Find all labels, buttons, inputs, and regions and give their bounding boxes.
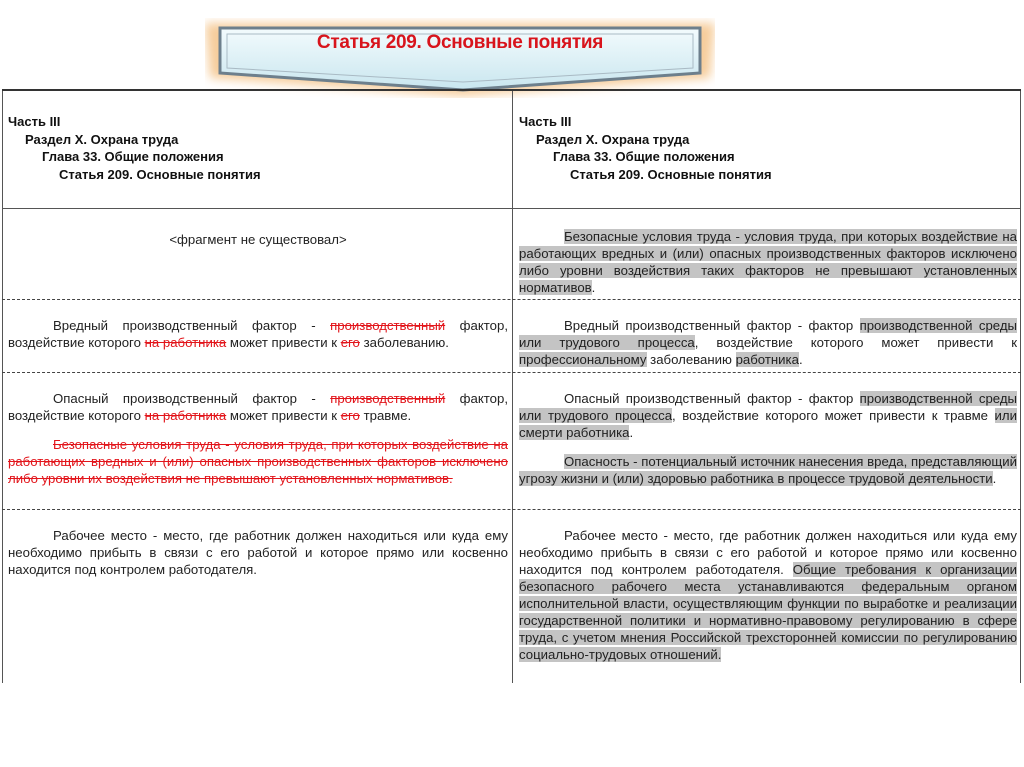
text: фактор, воздействие которого [8, 391, 508, 423]
deleted-text: на работника [144, 335, 227, 350]
text: травме. [359, 408, 412, 423]
text: Опасный производственный фактор - фактор [564, 391, 860, 406]
text: Вредный производственный фактор - фактор [564, 318, 860, 333]
banner-title: Статья 209. Основные понятия [316, 32, 604, 53]
article-label: Статья 209. Основные понятия [59, 166, 261, 182]
text: . [591, 280, 596, 295]
added-text: производственной среды или трудового процесса [519, 391, 1017, 423]
article-label: Статья 209. Основные понятия [570, 166, 772, 182]
paragraph [519, 317, 1017, 368]
table-row [2, 209, 1021, 299]
cell-right [513, 209, 1021, 299]
table-row [2, 300, 1021, 372]
paragraph [8, 317, 508, 351]
cell-left [2, 510, 512, 683]
added-text: производственной среды или трудового процесса [519, 318, 1017, 350]
paragraph [8, 436, 508, 487]
cell-left [2, 373, 512, 509]
added-text: Общие требования к организации безопасного рабочего места устанавливаются федеральным органом исполнительной власти, осуществляющим функции по выработке и реализации государственной политики и нормативно-правовому регулированию в сфере труда, с учетом мнения Российской трехсторонней комиссии по регулированию социально-трудовых отношений. [519, 562, 1017, 662]
text: . [798, 352, 803, 367]
text: может привести к [226, 335, 341, 350]
paragraph [519, 228, 1017, 296]
table-row [2, 510, 1021, 683]
deleted-text: на работника [144, 408, 227, 423]
section-label: Раздел X. Охрана труда [536, 131, 690, 147]
cell-left [2, 300, 512, 372]
deleted-text: Безопасные условия труда - условия труда, при которых воздействие на работающих вредных и (или) опасных производственных факторов исключено либо уровни их воздействия не превышают установленных нормативов. [8, 437, 508, 486]
added-text: Опасность - потенциальный источник нанесения вреда, представляющий угрозу жизни и (или) здоровью работника в процессе трудовой деятельности [519, 454, 1017, 486]
deleted-text: его [340, 335, 360, 350]
added-text: Безопасные условия труда - условия труда, при которых воздействие на работающих вредных и (или) опасных производственных факторов исключено либо уровни воздействия таких факторов не превышают установленных нормативов [519, 229, 1017, 295]
paragraph [519, 527, 1017, 663]
banner-arrow-shape [205, 18, 715, 98]
text: Опасный производственный фактор - [53, 391, 331, 406]
text: . [629, 425, 634, 440]
added-text: профессиональному [519, 352, 647, 367]
text: <фрагмент не существовал> [169, 232, 347, 247]
header-row [2, 91, 1021, 208]
text: Вредный производственный фактор - [53, 318, 331, 333]
text: фактор, воздействие которого [8, 318, 508, 350]
paragraph [519, 453, 1017, 487]
cell-right [513, 300, 1021, 372]
paragraph [8, 231, 508, 248]
cell-right [513, 373, 1021, 509]
text: , воздействие которого может привести к травме [672, 408, 995, 423]
chapter-label: Глава 33. Общие положения [553, 149, 735, 164]
part-label: Часть III [519, 114, 572, 129]
added-text: или смерти работника [519, 408, 1017, 440]
part-label: Часть III [8, 114, 61, 129]
deleted-text: производственный [330, 318, 446, 333]
text: , воздействие которого может привести к [694, 335, 1017, 350]
comparison-table [2, 89, 1021, 683]
text: . [992, 471, 997, 486]
header-left [2, 91, 512, 208]
paragraph [519, 390, 1017, 441]
deleted-text: его [340, 408, 360, 423]
chapter-label: Глава 33. Общие положения [42, 149, 224, 164]
cell-right [513, 510, 1021, 683]
table-row [2, 373, 1021, 509]
cell-left [2, 209, 512, 299]
text: заболеванию [646, 352, 736, 367]
deleted-text: производственный [330, 391, 446, 406]
paragraph [8, 390, 508, 424]
paragraph [8, 527, 508, 578]
text: Рабочее место - место, где работник должен находиться или куда ему необходимо прибыть в связи с его работой и которое прямо или косвенно находится под контролем работодателя. [519, 528, 1017, 577]
added-text: работника [735, 352, 799, 367]
text: Рабочее место - место, где работник должен находиться или куда ему необходимо прибыть в связи с его работой и которое прямо или косвенно находится под контролем работодателя. [8, 528, 508, 577]
header-right [513, 91, 1021, 208]
text: может привести к [226, 408, 341, 423]
text: заболеванию. [359, 335, 449, 350]
section-label: Раздел X. Охрана труда [25, 131, 179, 147]
